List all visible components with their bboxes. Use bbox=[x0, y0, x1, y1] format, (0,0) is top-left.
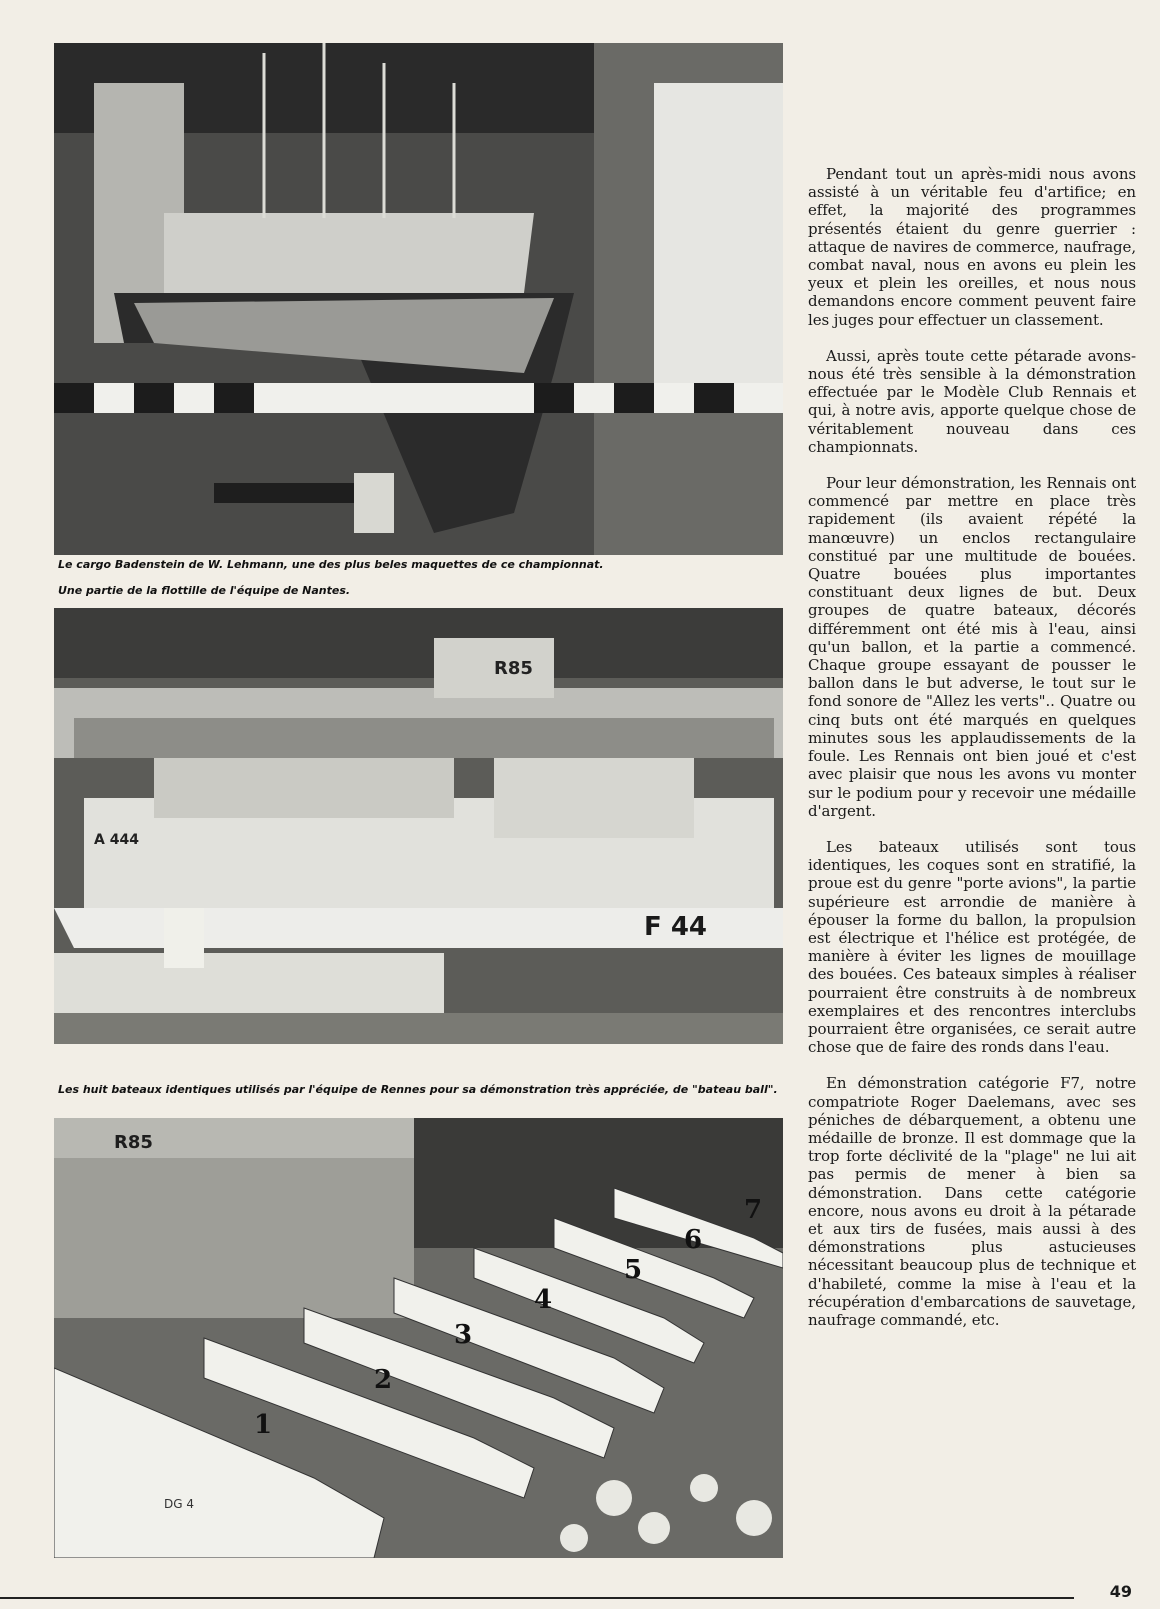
hull-code-r85: R85 bbox=[494, 658, 533, 679]
paragraph: En démonstration catégorie F7, notre compatriote Roger Daelemans, avec ses péniches de débarquement, a obtenu une médaille de bronze. Il est dommage que la trop forte déclivité de la "plage" ne lui ait pas permis de mener à bien sa démonstration. Dans cette catégorie encore, nous avons eu droit à la pétarade et aux tirs de fusées, mais aussi à des démonstrations plus astucieuses nécessitant beaucoup plus de technique et d'habileté, comme la mise à l'eau et la récupération d'embarcations de sauvetage, naufrage commandé, etc. bbox=[808, 1074, 1136, 1329]
footer-rule bbox=[0, 1597, 1074, 1599]
boat-number-7: 7 bbox=[744, 1195, 763, 1225]
boat-number-5: 5 bbox=[624, 1255, 643, 1285]
paragraph: Aussi, après toute cette pétarade avons-nous été très sensible à la démonstration effectuée par le Modèle Club Rennais et qui, à notre avis, apporte quelque chose de véritablement nouveau dans ces championnats. bbox=[808, 346, 1136, 456]
boat-number-1: 1 bbox=[254, 1410, 273, 1440]
caption-flotilla: Une partie de la flottille de l'équipe de Nantes. bbox=[58, 584, 351, 597]
hull-code-a444: A 444 bbox=[94, 832, 139, 848]
paragraph: Pour leur démonstration, les Rennais ont commencé par mettre en place très rapidement (ils avaient répété la manœuvre) un enclos rectangulaire constitué par une multitude de bouées. Quatre bouées plus importantes constituant deux lignes de but. Deux groupes de quatre bateaux, décorés différemment ont été mis à l'eau, ainsi qu'un ballon, et la partie a commencé. Chaque groupe essayant de pousser le ballon dans le but adverse, le tout sur le fond sonore de "Allez les verts".. Quatre ou cinq buts ont été marqués en quelques minutes sous les applaudissements de la foule. Les Rennais ont bien joué et c'est avec plaisir que nous les avons vu monter sur le podium pour y recevoir une médaille d'argent. bbox=[808, 474, 1136, 820]
article-body bbox=[808, 165, 1136, 1347]
hull-code-r85-small: R85 bbox=[114, 1132, 153, 1153]
caption-cargo: Le cargo Badenstein de W. Lehmann, une des plus beles maquettes de ce championnat. bbox=[58, 558, 604, 571]
flotilla-photo bbox=[54, 608, 783, 1044]
boat-number-2: 2 bbox=[374, 1365, 393, 1395]
cargo-ship-photo bbox=[54, 43, 783, 555]
hull-code-dg4: DG 4 bbox=[164, 1497, 194, 1511]
caption-boats: Les huit bateaux identiques utilisés par l'équipe de Rennes pour sa démonstration très appréciée, de "bateau ball". bbox=[58, 1083, 778, 1096]
boat-number-4: 4 bbox=[534, 1285, 553, 1315]
boat-number-6: 6 bbox=[684, 1225, 703, 1255]
paragraph: Les bateaux utilisés sont tous identiques, les coques sont en stratifié, la proue est du genre "porte avions", la partie supérieure est arrondie de manière à épouser la forme du ballon, la propulsion est électrique et l'hélice est protégée, de manière à éviter les lignes de mouillage des bouées. Ces bateaux simples à réaliser pourraient être construits à de nombreux exemplaires et des rencontres interclubs pourraient être organisées, ce serait autre chose que de faire des ronds dans l'eau. bbox=[808, 837, 1136, 1057]
boat-number-3: 3 bbox=[454, 1320, 473, 1350]
hull-code-f44: F 44 bbox=[644, 912, 707, 942]
paragraph: Pendant tout un après-midi nous avons assisté à un véritable feu d'artifice; en effet, la majorité des programmes présentés étaient du genre guerrier : attaque de navires de commerce, naufrage, combat naval, nous en avons eu plein les yeux et plein les oreilles, et nous nous demandons encore comment peuvent faire les juges pour effectuer un classement. bbox=[808, 165, 1136, 329]
page-number: 49 bbox=[1109, 1582, 1132, 1601]
boats-photo bbox=[54, 1118, 783, 1558]
